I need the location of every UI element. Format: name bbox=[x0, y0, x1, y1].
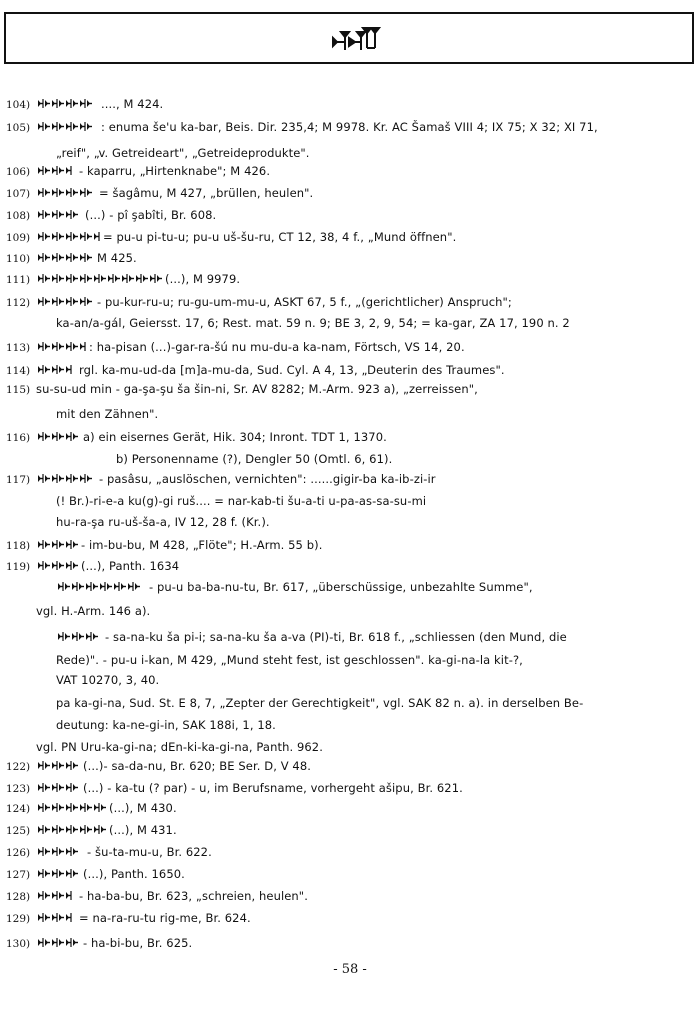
entry-text: hu-ra-şa ru-uš-ša-a, IV 12, 28 f. (Kr.). bbox=[56, 515, 270, 529]
entry-line bbox=[6, 845, 696, 860]
entry-text: (...), Panth. 1634 bbox=[81, 559, 180, 573]
entry-text: = pu-u pi-tu-u; pu-u uš-šu-ru, CT 12, 38, 4 f., „Mund öffnen". bbox=[103, 230, 457, 244]
entry-text: (...) - ka-tu (? par) - u, im Berufsname, vorhergeht ašipu, Br. 621. bbox=[83, 781, 463, 795]
entry-line bbox=[56, 630, 700, 644]
entry-text: b) Personenname (?), Dengler 50 (Omtl. 6, 61). bbox=[116, 452, 393, 466]
entry-line bbox=[6, 801, 696, 816]
entry-number: 123) bbox=[6, 783, 31, 795]
entry-number: 124) bbox=[6, 803, 31, 815]
entry-line bbox=[6, 472, 696, 487]
entry-text: - ha-ba-bu, Br. 623, „schreien, heulen". bbox=[79, 889, 308, 903]
entry-number: 109) bbox=[6, 232, 31, 244]
entry-line bbox=[6, 936, 696, 951]
entry-number: 125) bbox=[6, 825, 31, 837]
cuneiform-sign-icon bbox=[36, 824, 106, 835]
entry-number: 130) bbox=[6, 938, 31, 950]
entry-number: 110) bbox=[6, 253, 31, 265]
entry-text: = šagâmu, M 427, „brüllen, heulen". bbox=[99, 186, 314, 200]
entry-number: 112) bbox=[6, 297, 31, 309]
entry-line bbox=[6, 889, 696, 904]
cuneiform-sign-icon bbox=[36, 868, 80, 879]
entry-line bbox=[6, 740, 696, 754]
entry-number: 107) bbox=[6, 188, 31, 200]
entry-line bbox=[56, 515, 700, 529]
entry-number: 127) bbox=[6, 869, 31, 881]
cuneiform-sign-icon bbox=[36, 252, 94, 263]
entry-text: ...., M 424. bbox=[101, 97, 164, 111]
entry-line bbox=[6, 97, 696, 112]
entry-text: mit den Zähnen". bbox=[56, 407, 159, 421]
entry-text: (...), Panth. 1650. bbox=[83, 867, 185, 881]
entry-line bbox=[56, 494, 700, 508]
cuneiform-sign-icon bbox=[36, 560, 78, 571]
cuneiform-sign-icon bbox=[36, 296, 94, 307]
entry-line bbox=[6, 295, 696, 310]
entry-text: (! Br.)-ri-e-a ku(g)-gi ruš.... = nar-kab-ti šu-a-ti u-pa-as-sa-su-mi bbox=[56, 494, 427, 508]
entry-line bbox=[6, 208, 696, 223]
cuneiform-sign-icon bbox=[36, 782, 80, 793]
entry-text: (...), M 9979. bbox=[165, 272, 241, 286]
entry-text: M 425. bbox=[97, 251, 137, 265]
entry-line bbox=[6, 559, 696, 574]
entry-number: 128) bbox=[6, 891, 31, 903]
cuneiform-sign-icon bbox=[36, 846, 84, 857]
cuneiform-sign-icon bbox=[36, 165, 76, 176]
entry-text: VAT 10270, 3, 40. bbox=[56, 673, 160, 687]
cuneiform-sign-icon bbox=[36, 937, 80, 948]
entry-line bbox=[56, 316, 700, 330]
entry-text: ka-an/a-gál, Geiersst. 17, 6; Rest. mat. 59 n. 9; BE 3, 2, 9, 54; = ka-gar, ZA 17, 190 n. 2 bbox=[56, 316, 570, 330]
entry-line bbox=[6, 781, 696, 796]
entry-text: vgl. H.-Arm. 146 a). bbox=[36, 604, 151, 618]
entry-text: (...) - pî şabîti, Br. 608. bbox=[85, 208, 217, 222]
cuneiform-sign-icon bbox=[36, 802, 106, 813]
entry-number: 122) bbox=[6, 761, 31, 773]
cuneiform-sign-icon bbox=[36, 364, 76, 375]
entry-number: 114) bbox=[6, 365, 31, 377]
cuneiform-sign-icon bbox=[36, 209, 82, 220]
entry-text: - ha-bi-bu, Br. 625. bbox=[83, 936, 193, 950]
entry-text: : ha-pisan (...)-gar-ra-šú nu mu-du-a ka-nam, Förtsch, VS 14, 20. bbox=[89, 340, 465, 354]
cuneiform-sign-icon bbox=[36, 231, 100, 242]
entry-number: 104) bbox=[6, 99, 31, 111]
entry-line bbox=[6, 538, 696, 553]
entry-text: - pu-u ba-ba-nu-tu, Br. 617, „überschüssige, unbezahlte Summe", bbox=[149, 580, 533, 594]
entry-text: - pu-kur-ru-u; ru-gu-um-mu-u, ASKT 67, 5 f., „(gerichtlicher) Anspruch"; bbox=[97, 295, 512, 309]
entry-line bbox=[6, 867, 696, 882]
cuneiform-sign-icon bbox=[56, 581, 146, 592]
entry-text: Rede)". - pu-u i-kan, M 429, „Mund steht fest, ist geschlossen". ka-gi-na-la kit-?, bbox=[56, 653, 523, 667]
entry-text: (...), M 430. bbox=[109, 801, 177, 815]
entry-text: a) ein eisernes Gerät, Hik. 304; Inront. TDT 1, 1370. bbox=[83, 430, 387, 444]
cuneiform-sign-icon bbox=[36, 121, 98, 132]
entry-line bbox=[6, 186, 696, 201]
entry-line bbox=[6, 430, 696, 445]
entry-text: pa ka-gi-na, Sud. St. E 8, 7, „Zepter der Gerechtigkeit", vgl. SAK 82 n. a). in derselben Be- bbox=[56, 696, 584, 710]
entry-line bbox=[6, 120, 696, 135]
entry-text: = na-ra-ru-tu rig-me, Br. 624. bbox=[79, 911, 251, 925]
entry-line bbox=[6, 363, 696, 378]
entry-number: 105) bbox=[6, 122, 31, 134]
cuneiform-sign-icon bbox=[36, 473, 96, 484]
entry-line bbox=[116, 452, 700, 466]
page-number: - 58 - bbox=[333, 962, 367, 977]
entry-text: vgl. PN Uru-ka-gi-na; dEn-ki-ka-gi-na, Panth. 962. bbox=[36, 740, 323, 754]
entry-line bbox=[6, 164, 696, 179]
cuneiform-sign-icon bbox=[36, 539, 78, 550]
entry-number: 116) bbox=[6, 432, 31, 444]
entry-line bbox=[6, 604, 696, 618]
entry-line bbox=[56, 580, 700, 594]
cuneiform-sign-icon bbox=[36, 187, 96, 198]
entry-line bbox=[56, 696, 700, 710]
entry-text: (...), M 431. bbox=[109, 823, 177, 837]
entry-line bbox=[56, 718, 700, 732]
entry-text: „reif", „v. Getreideart", „Getreideprodukte". bbox=[56, 146, 310, 160]
entry-number: 117) bbox=[6, 474, 31, 486]
entry-number: 108) bbox=[6, 210, 31, 222]
entry-number: 129) bbox=[6, 913, 31, 925]
entry-text: - pasâsu, „auslöschen, vernichten": ......gigir-ba ka-ib-zi-ir bbox=[99, 472, 436, 486]
entry-number: 126) bbox=[6, 847, 31, 859]
entry-line bbox=[6, 230, 696, 245]
entry-text: rgl. ka-mu-ud-da [m]a-mu-da, Sud. Cyl. A 4, 13, „Deuterin des Traumes". bbox=[79, 363, 505, 377]
cuneiform-sign-icon bbox=[36, 341, 86, 352]
entry-line bbox=[6, 382, 696, 397]
entry-line bbox=[56, 653, 700, 667]
entry-number: 119) bbox=[6, 561, 31, 573]
cuneiform-sign-icon bbox=[36, 98, 98, 109]
entry-line bbox=[56, 407, 700, 421]
entry-line bbox=[6, 251, 696, 266]
entry-line bbox=[6, 823, 696, 838]
cuneiform-sign-icon bbox=[36, 273, 162, 284]
entry-number: 111) bbox=[6, 274, 31, 286]
entry-line bbox=[6, 759, 696, 774]
cuneiform-sign-icon bbox=[56, 631, 102, 642]
cuneiform-sign-icon bbox=[36, 760, 80, 771]
entry-text: deutung: ka-ne-gi-in, SAK 188i, 1, 18. bbox=[56, 718, 276, 732]
entry-line bbox=[6, 911, 696, 926]
entry-text: su-su-ud min - ga-şa-şu ša šin-ni, Sr. AV 8282; M.-Arm. 923 a), „zerreissen", bbox=[36, 382, 478, 396]
entry-text: (...)- sa-da-nu, Br. 620; BE Ser. D, V 48. bbox=[83, 759, 312, 773]
cuneiform-sign-icon bbox=[36, 912, 76, 923]
entry-text: - sa-na-ku ša pi-i; sa-na-ku ša a-va (PI)-ti, Br. 618 f., „schliessen (den Mund, die bbox=[105, 630, 567, 644]
entry-line bbox=[56, 673, 700, 687]
entry-line bbox=[6, 340, 696, 355]
cuneiform-sign-icon bbox=[36, 431, 80, 442]
entry-number: 106) bbox=[6, 166, 31, 178]
entry-line bbox=[56, 146, 700, 160]
entry-text: - im-bu-bu, M 428, „Flöte"; H.-Arm. 55 b). bbox=[81, 538, 323, 552]
entry-text: : enuma še'u ka-bar, Beis. Dir. 235,4; M 9978. Kr. AC Šamaš VIII 4; IX 75; X 32; XI 71, bbox=[101, 120, 598, 134]
entry-line bbox=[6, 272, 696, 287]
entry-text: - šu-ta-mu-u, Br. 622. bbox=[87, 845, 212, 859]
entry-number: 115) bbox=[6, 384, 31, 396]
cuneiform-sign-icon bbox=[36, 890, 76, 901]
entry-number: 118) bbox=[6, 540, 31, 552]
entry-text: - kaparru, „Hirtenknabe"; M 426. bbox=[79, 164, 271, 178]
entry-number: 113) bbox=[6, 342, 31, 354]
